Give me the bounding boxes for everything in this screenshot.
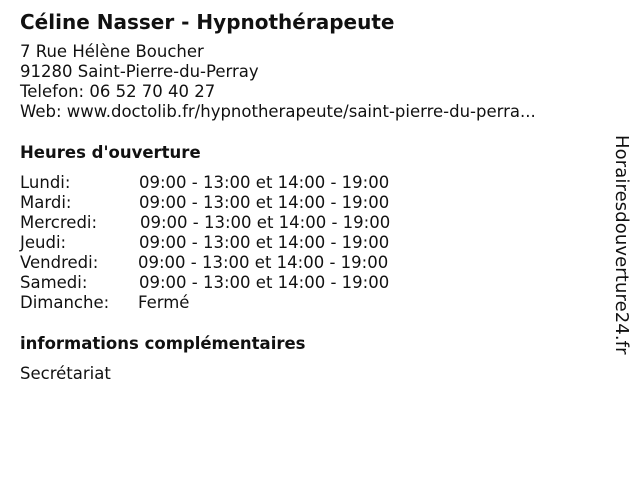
hours-row-sunday	[20, 293, 600, 313]
day-hours: 09:00 - 13:00 et 14:00 - 19:00	[139, 233, 390, 252]
opening-hours-heading: Heures d'ouverture	[20, 143, 201, 162]
day-hours: 09:00 - 13:00 et 14:00 - 19:00	[138, 253, 389, 272]
day-label: Lundi:	[20, 173, 71, 192]
address-city: 91280 Saint-Pierre-du-Perray	[20, 62, 259, 81]
day-hours: 09:00 - 13:00 et 14:00 - 19:00	[139, 173, 390, 192]
day-label: Samedi:	[20, 273, 88, 292]
day-label: Dimanche:	[20, 293, 110, 312]
business-card	[20, 10, 600, 384]
day-hours: Fermé	[138, 293, 190, 312]
web-line: Web: www.doctolib.fr/hypnotherapeute/saint-pierre-du-perra...	[20, 102, 536, 121]
hours-row-tuesday	[20, 193, 600, 213]
additional-info-heading: informations complémentaires	[20, 334, 306, 353]
opening-hours-table	[20, 173, 600, 313]
hours-row-friday	[20, 253, 600, 273]
day-label: Mercredi:	[20, 213, 98, 232]
business-title: Céline Nasser - Hypnothérapeute	[20, 10, 395, 34]
hours-row-saturday	[20, 273, 600, 293]
watermark-text: Horairesdouverture24.fr	[611, 135, 632, 355]
hours-row-monday	[20, 173, 600, 193]
hours-row-thursday	[20, 233, 600, 253]
address-street: 7 Rue Hélène Boucher	[20, 42, 204, 61]
phone-line: Telefon: 06 52 70 40 27	[20, 82, 216, 101]
day-label: Jeudi:	[20, 233, 67, 252]
additional-info-text: Secrétariat	[20, 364, 111, 383]
site-watermark	[603, 135, 639, 375]
day-label: Mardi:	[20, 193, 72, 212]
day-hours: 09:00 - 13:00 et 14:00 - 19:00	[139, 193, 390, 212]
hours-row-wednesday	[20, 213, 600, 233]
day-label: Vendredi:	[20, 253, 99, 272]
day-hours: 09:00 - 13:00 et 14:00 - 19:00	[139, 273, 390, 292]
day-hours: 09:00 - 13:00 et 14:00 - 19:00	[140, 213, 391, 232]
